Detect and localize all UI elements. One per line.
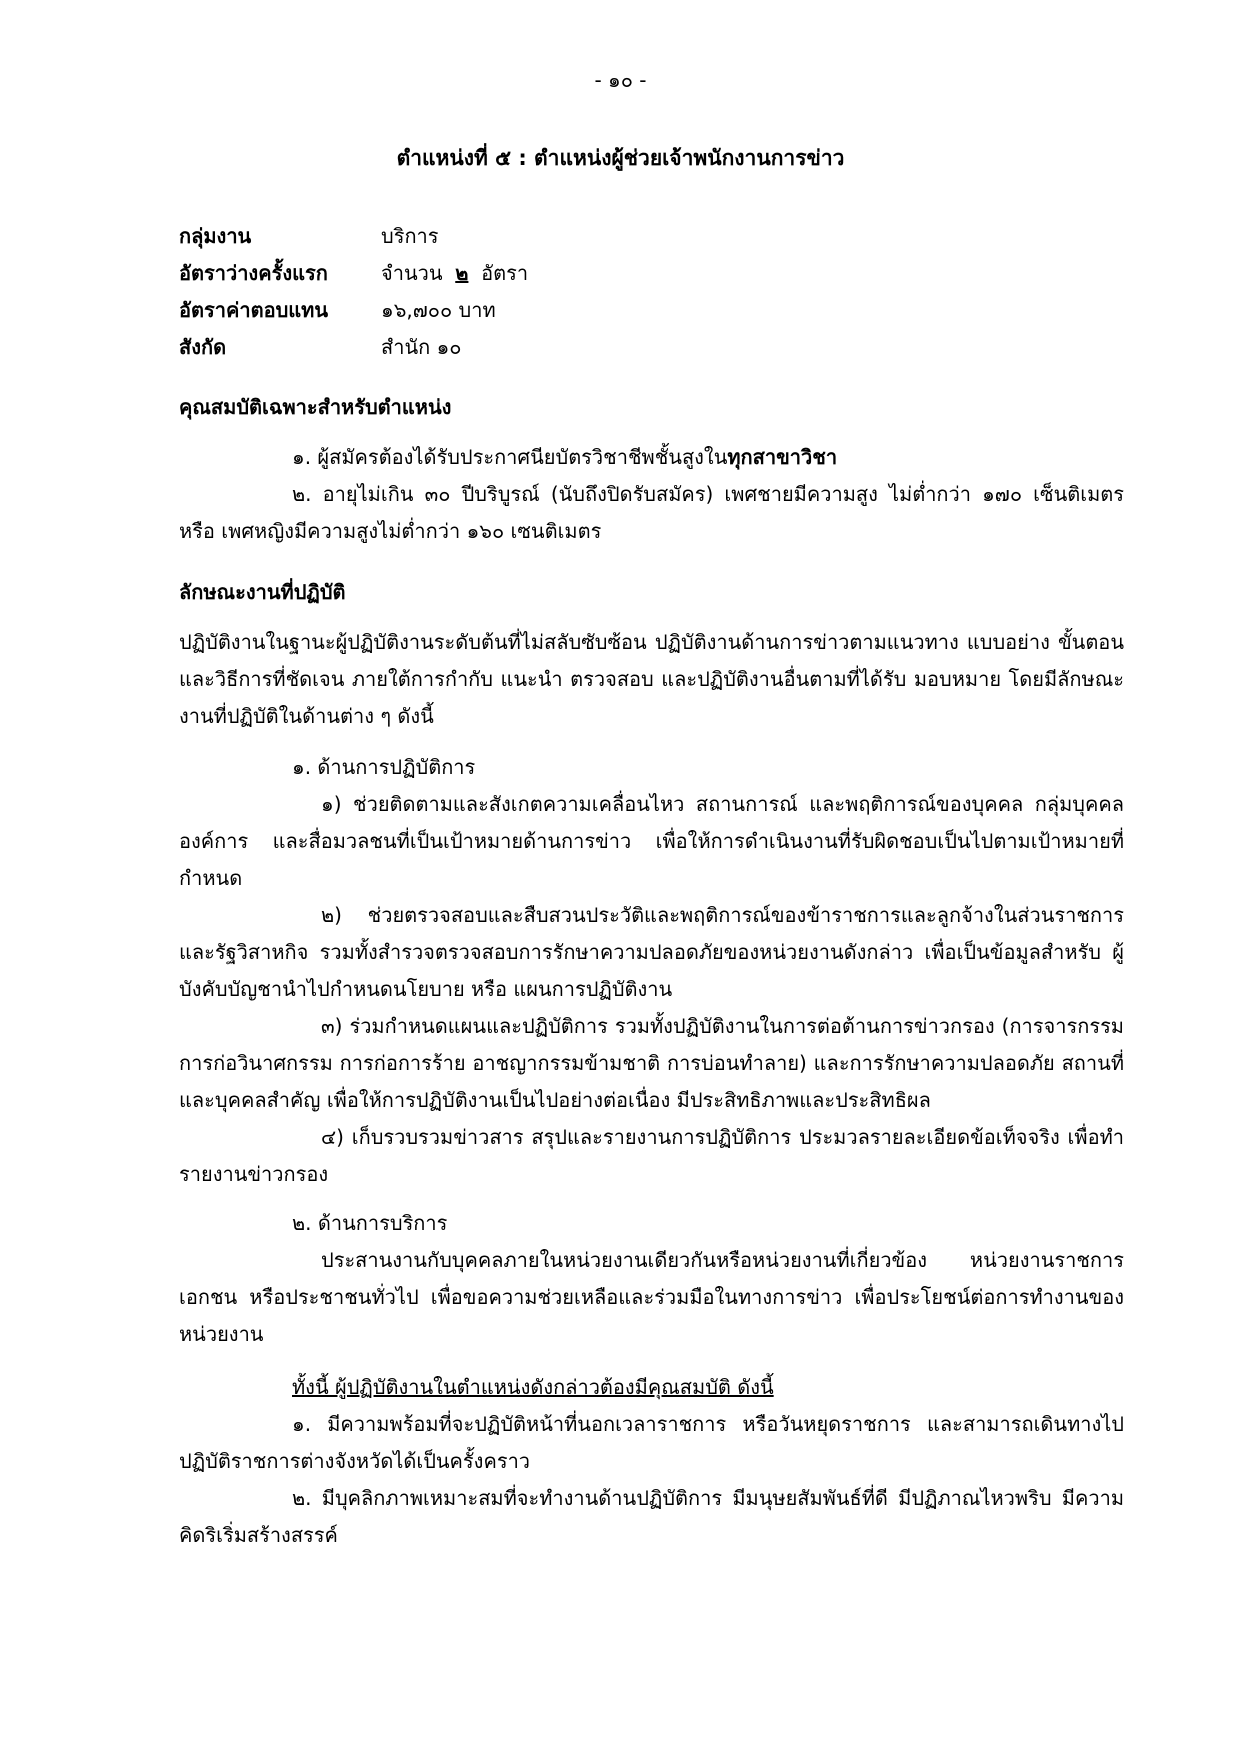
salary-value: ๑๖,๗๐๐ บาท <box>381 298 496 322</box>
requirements-heading-text: ทั้งนี้ ผู้ปฏิบัติงานในตำแหน่งดังกล่าวต้องมีคุณสมบัติ ดังนี้ <box>292 1375 774 1399</box>
duties-services <box>179 1205 1124 1353</box>
qualification-item: ๒. อายุไม่เกิน ๓๐ ปีบริบูรณ์ (นับถึงปิดรับสมัคร) เพศชายมีความสูง ไม่ต่ำกว่า ๑๗๐ เซ็นติเมตร หรือ เพศหญิงมีความสูงไม่ต่ำกว่า ๑๖๐ เซนติเมตร <box>179 482 1124 543</box>
service-text: ประสานงานกับบุคคลภายในหน่วยงานเดียวกันหรือหน่วยงานที่เกี่ยวข้อง หน่วยงานราชการ เอกชน หรือประชาชนทั่วไป เพื่อขอความช่วยเหลือและร่วมมือในทางการข่าว เพื่อประโยชน์ต่อการทำงานของ หน่วยงาน <box>179 1248 1124 1346</box>
qualifications-list <box>179 439 1124 550</box>
department-row <box>179 329 528 366</box>
duty-item: ๔) เก็บรวบรวมข่าวสาร สรุปและรายงานการปฏิบัติการ ประมวลรายละเอียดข้อเท็จจริง เพื่อทำรายงานข่าวกรอง <box>179 1125 1124 1186</box>
requirements-heading <box>179 1369 1124 1406</box>
qualifications-heading: คุณสมบัติเฉพาะสำหรับตำแหน่ง <box>179 395 452 419</box>
qualification-item-text: ๑. ผู้สมัครต้องได้รับประกาศนียบัตรวิชาชีพชั้นสูงใน <box>292 445 728 469</box>
salary-label: อัตราค่าตอบแทน <box>179 298 329 322</box>
department-label: สังกัด <box>179 335 227 359</box>
duties-heading: ลักษณะงานที่ปฏิบัติ <box>179 580 346 604</box>
group-value: บริการ <box>381 224 439 248</box>
requirement-item: ๒. มีบุคลิกภาพเหมาะสมที่จะทำงานด้านปฏิบัติการ มีมนุษยสัมพันธ์ที่ดี มีปฏิภาณไหวพริบ มีความคิดริเริ่มสร้างสรรค์ <box>179 1486 1124 1547</box>
group-label: กลุ่มงาน <box>179 224 252 248</box>
duties-operations <box>179 749 1124 1193</box>
qualification-item-emphasis: ทุกสาขาวิชา <box>727 445 838 469</box>
vacancy-count: ๒ <box>455 261 469 285</box>
qualification-item <box>179 439 1124 476</box>
vacancy-label: อัตราว่างครั้งแรก <box>179 261 328 285</box>
vacancy-prefix: จำนวน <box>381 261 443 285</box>
page-title: ตำแหน่งที่ ๕ : ตำแหน่งผู้ช่วยเจ้าพนักงานการข่าว <box>396 146 845 170</box>
duty-item: ๑) ช่วยติดตามและสังเกตความเคลื่อนไหว สถานการณ์ และพฤติการณ์ของบุคคล กลุ่มบุคคล องค์การ และสื่อมวลชนที่เป็นเป้าหมายด้านการข่าว เพื่อให้การดำเนินงานที่รับผิดชอบเป็นไปตามเป้าหมายที่กำหนด <box>179 792 1124 890</box>
section-title: ๒. ด้านการบริการ <box>292 1211 448 1235</box>
vacancy-row <box>179 255 528 292</box>
requirements <box>179 1369 1124 1554</box>
section-title: ๑. ด้านการปฏิบัติการ <box>292 755 476 779</box>
department-value: สำนัก ๑๐ <box>381 335 462 359</box>
duty-item: ๒) ช่วยตรวจสอบและสืบสวนประวัติและพฤติการณ์ของข้าราชการและลูกจ้างในส่วนราชการ และรัฐวิสาหกิจ รวมทั้งสำรวจตรวจสอบการรักษาความปลอดภัยของหน่วยงานดังกล่าว เพื่อเป็นข้อมูลสำหรับ ผู้บังคับบัญชานำไปกำหนดนโยบาย หรือ แผนการปฏิบัติงาน <box>179 903 1124 1001</box>
page-number: - ๑๐ - <box>594 68 647 92</box>
duty-item: ๓) ร่วมกำหนดแผนและปฏิบัติการ รวมทั้งปฏิบัติงานในการต่อต้านการข่าวกรอง (การจารกรรม การก่อวินาศกรรม การก่อการร้าย อาชญากรรมข้ามชาติ การบ่อนทำลาย) และการรักษาความปลอดภัย สถานที่และบุคคลสำคัญ เพื่อให้การปฏิบัติงานเป็นไปอย่างต่อเนื่อง มีประสิทธิภาพและประสิทธิผล <box>179 1014 1124 1112</box>
salary-row <box>179 292 528 329</box>
group-row <box>179 218 528 255</box>
vacancy-suffix: อัตรา <box>481 261 529 285</box>
position-info <box>179 218 528 366</box>
requirement-item: ๑. มีความพร้อมที่จะปฏิบัติหน้าที่นอกเวลาราชการ หรือวันหยุดราชการ และสามารถเดินทางไป ปฏิบัติราชการต่างจังหวัดได้เป็นครั้งคราว <box>179 1412 1124 1473</box>
duties-intro: ปฏิบัติงานในฐานะผู้ปฏิบัติงานระดับต้นที่ไม่สลับซับซ้อน ปฏิบัติงานด้านการข่าวตามแนวทาง แบบอย่าง ขั้นตอน และวิธีการที่ชัดเจน ภายใต้การกำกับ แนะนำ ตรวจสอบ และปฏิบัติงานอื่นตามที่ได้รับ มอบหมาย โดยมีลักษณะงานที่ปฏิบัติในด้านต่าง ๆ ดังนี้ <box>179 630 1124 728</box>
